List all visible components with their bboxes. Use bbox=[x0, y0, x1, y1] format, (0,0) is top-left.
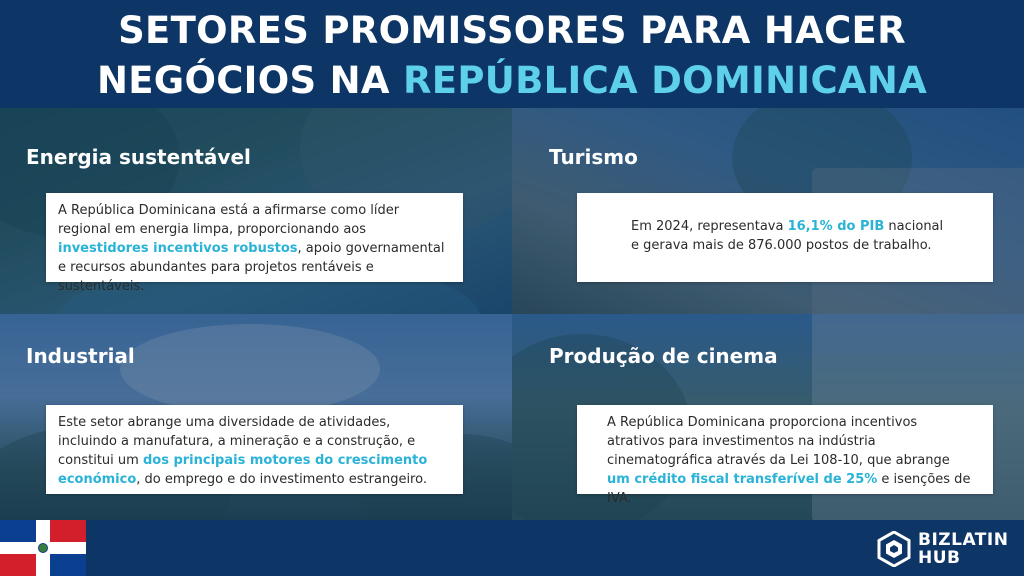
bizlatin-hub-logo-icon bbox=[876, 531, 912, 567]
section-title-cinema: Produção de cinema bbox=[549, 344, 778, 368]
sector-description: A República Dominicana está a afirmarse como líder regional em energia limpa, proporcionando aos investidores incentivos robustos, apoio governamental e recursos abundantes para projetos rentáveis e sustentáveis. bbox=[58, 203, 445, 294]
bizlatin-hub-logo bbox=[876, 527, 1014, 571]
logo-text-line-1: BIZLATIN bbox=[918, 530, 1009, 550]
sector-card-energia bbox=[46, 193, 463, 294]
sector-description: A República Dominicana proporciona incentivos atrativos para investimentos na indústria cinematográfica através da Lei 108-10, que abrange um crédito fiscal transferível de 25% e isenções de IVA. bbox=[607, 415, 971, 506]
flag-red-quarter bbox=[50, 520, 86, 542]
flag-red-quarter bbox=[0, 554, 36, 576]
section-title-turismo: Turismo bbox=[549, 145, 638, 169]
sector-card-industrial bbox=[46, 405, 463, 494]
sector-highlight: 16,1% do PIB bbox=[787, 219, 885, 234]
section-title-industrial: Industrial bbox=[26, 344, 135, 368]
sector-highlight: investidores incentivos robustos bbox=[58, 241, 298, 256]
sector-description: Em 2024, representava 16,1% do PIB nacional e gerava mais de 876.000 postos de trabalho. bbox=[631, 219, 944, 253]
title-line-2-prefix: NEGÓCIOS NA bbox=[96, 59, 404, 102]
footer-bar bbox=[0, 520, 1024, 576]
sector-highlight: dos principais motores do crescimento económico bbox=[58, 453, 428, 487]
page-title bbox=[0, 0, 1024, 106]
sector-card-turismo bbox=[577, 193, 993, 282]
title-line-2-highlight: REPÚBLICA DOMINICANA bbox=[403, 59, 928, 102]
title-line-1: SETORES PROMISSORES PARA HACER bbox=[118, 9, 906, 52]
header-banner bbox=[0, 0, 1024, 108]
sector-description: Este setor abrange uma diversidade de atividades, incluindo a manufatura, a mineração e a construção, e constitui um dos principais motores do crescimento económico, do emprego e do investimento estrangeiro. bbox=[58, 415, 428, 487]
flag-blue-quarter bbox=[50, 554, 86, 576]
flag-coat-of-arms bbox=[38, 543, 48, 553]
sector-card-cinema bbox=[577, 405, 993, 506]
logo-text-line-2: HUB bbox=[918, 548, 961, 568]
section-title-energia: Energia sustentável bbox=[26, 145, 251, 169]
dominican-republic-flag-icon bbox=[0, 520, 86, 576]
sector-highlight: um crédito fiscal transferível de 25% bbox=[607, 472, 878, 487]
flag-blue-quarter bbox=[0, 520, 36, 542]
